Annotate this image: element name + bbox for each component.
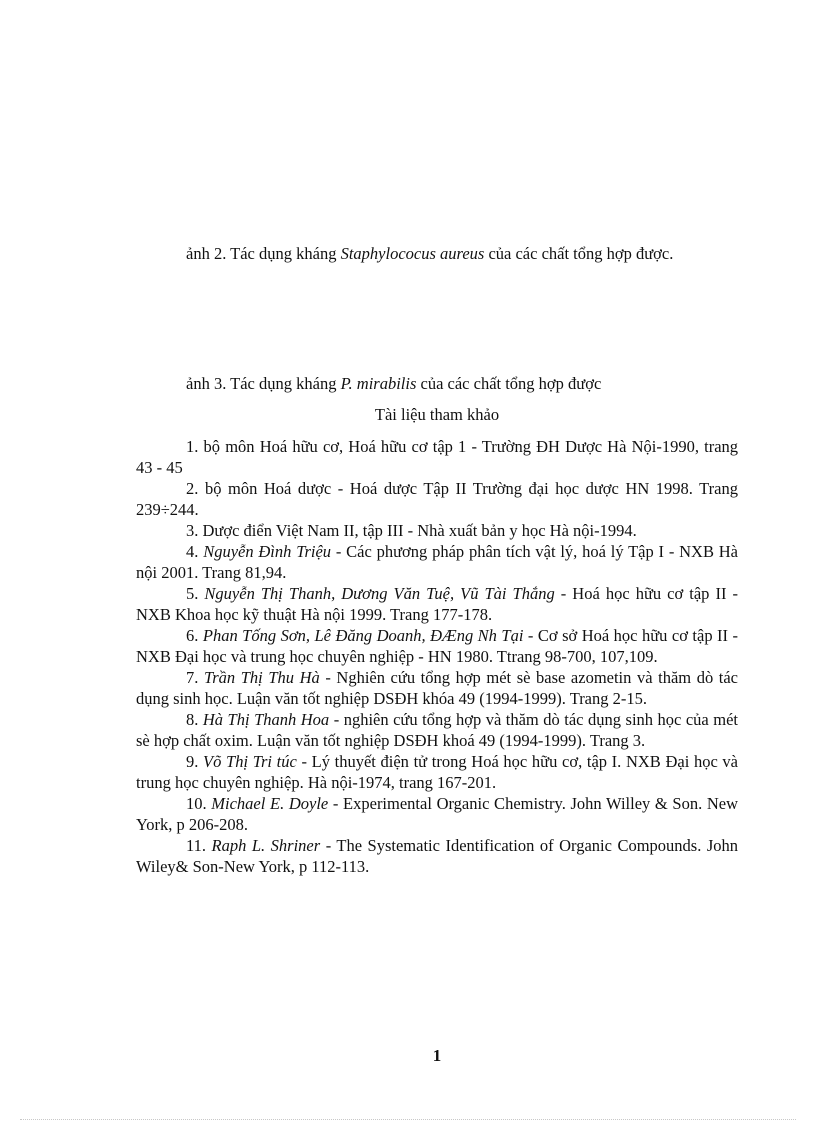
- reference-number: 5.: [186, 584, 205, 603]
- reference-item: [136, 436, 738, 478]
- reference-number: 4.: [186, 542, 204, 561]
- reference-text: - Hoá học hữu cơ tập II - NXB Khoa học kỹ thuật Hà nội 1999. Trang 177-178.: [136, 584, 738, 624]
- reference-item: [136, 709, 738, 751]
- reference-text: - nghiên cứu tổng hợp và thăm dò tác dụng sinh học của mét sè hợp chất oxim. Luận văn tốt nghiệp DSĐH khoá 49 (1994-1999). Trang 3.: [136, 710, 739, 750]
- reference-number: 7.: [186, 668, 204, 687]
- references-list: [136, 436, 738, 877]
- reference-text: - Experimental Organic Chemistry. John Willey & Son. New York, p 206-208.: [136, 794, 738, 834]
- organism-name: P. mirabilis: [340, 374, 417, 393]
- reference-item: [136, 520, 738, 541]
- page-bottom-divider: [20, 1119, 796, 1120]
- reference-number: 1.: [186, 437, 204, 456]
- reference-author: Võ Thị Tri túc: [203, 752, 297, 771]
- reference-item: [136, 667, 738, 709]
- figure-3-caption: [136, 373, 738, 394]
- reference-number: 9.: [186, 752, 204, 771]
- reference-text: Dược điển Việt Nam II, tập III - Nhà xuất bản y học Hà nội-1994.: [202, 521, 637, 540]
- reference-item: [136, 583, 738, 625]
- reference-number: 10.: [186, 794, 212, 813]
- reference-text: - Nghiên cứu tổng hợp mét sè base azometin và thăm dò tác dụng sinh học. Luận văn tốt nghiệp DSĐH khóa 49 (1994-1999). Trang 2-15.: [136, 668, 739, 708]
- page-number: 1: [432, 1046, 442, 1065]
- reference-author: Hà Thị Thanh Hoa: [202, 710, 330, 729]
- caption-prefix: ảnh 3. Tác dụng kháng: [186, 374, 341, 393]
- reference-text: - Cơ sở Hoá học hữu cơ tập II - NXB Đại học và trung học chuyên nghiệp - HN 1980. Ttrang 98-700, 107,109.: [136, 626, 739, 666]
- figure-2-caption: [136, 238, 738, 270]
- reference-author: Raph L. Shriner: [211, 836, 321, 855]
- reference-number: 11.: [186, 836, 212, 855]
- reference-text: bộ môn Hoá dược - Hoá dược Tập II Trường đại học dược HN 1998. Trang 239÷244.: [136, 479, 738, 519]
- caption-suffix: của các chất tổng hợp được.: [484, 244, 674, 263]
- reference-author: Nguyễn Đình Triệu: [203, 542, 332, 561]
- reference-number: 6.: [186, 626, 203, 645]
- reference-author: Trần Thị Thu Hà: [203, 668, 320, 687]
- reference-number: 3.: [186, 521, 203, 540]
- reference-item: [136, 751, 738, 793]
- reference-item: [136, 478, 738, 520]
- reference-text: - Lý thuyết điện tử trong Hoá học hữu cơ, tập I. NXB Đại học và trung học chuyên nghiệp. Hà nội-1974, trang 167-201.: [136, 752, 739, 792]
- organism-name: Staphylococus aureus: [340, 244, 485, 263]
- reference-author: Michael E. Doyle: [211, 794, 329, 813]
- reference-number: 8.: [186, 710, 203, 729]
- reference-item: [136, 625, 738, 667]
- reference-author: Nguyễn Thị Thanh, Dương Văn Tuệ, Vũ Tài Thắng: [204, 584, 555, 603]
- reference-text: - Các phương pháp phân tích vật lý, hoá lý Tập I - NXB Hà nội 2001. Trang 81,94.: [136, 542, 739, 582]
- reference-number: 2.: [186, 479, 205, 498]
- caption-suffix: của các chất tổng hợp được: [416, 374, 602, 393]
- reference-item: [136, 793, 738, 835]
- references-title: Tài liệu tham khảo: [374, 405, 500, 424]
- reference-item: [136, 541, 738, 583]
- reference-author: Phan Tống Sơn, Lê Đăng Doanh, ĐÆng Nh Tại: [202, 626, 524, 645]
- caption-prefix: ảnh 2. Tác dụng kháng: [186, 244, 341, 263]
- reference-item: [136, 835, 738, 877]
- reference-text: - The Systematic Identification of Organic Compounds. John Wiley& Son-New York, p 112-113.: [136, 836, 739, 876]
- reference-text: bộ môn Hoá hữu cơ, Hoá hữu cơ tập 1 - Trường ĐH Dược Hà Nội-1990, trang 43 - 45: [136, 437, 739, 477]
